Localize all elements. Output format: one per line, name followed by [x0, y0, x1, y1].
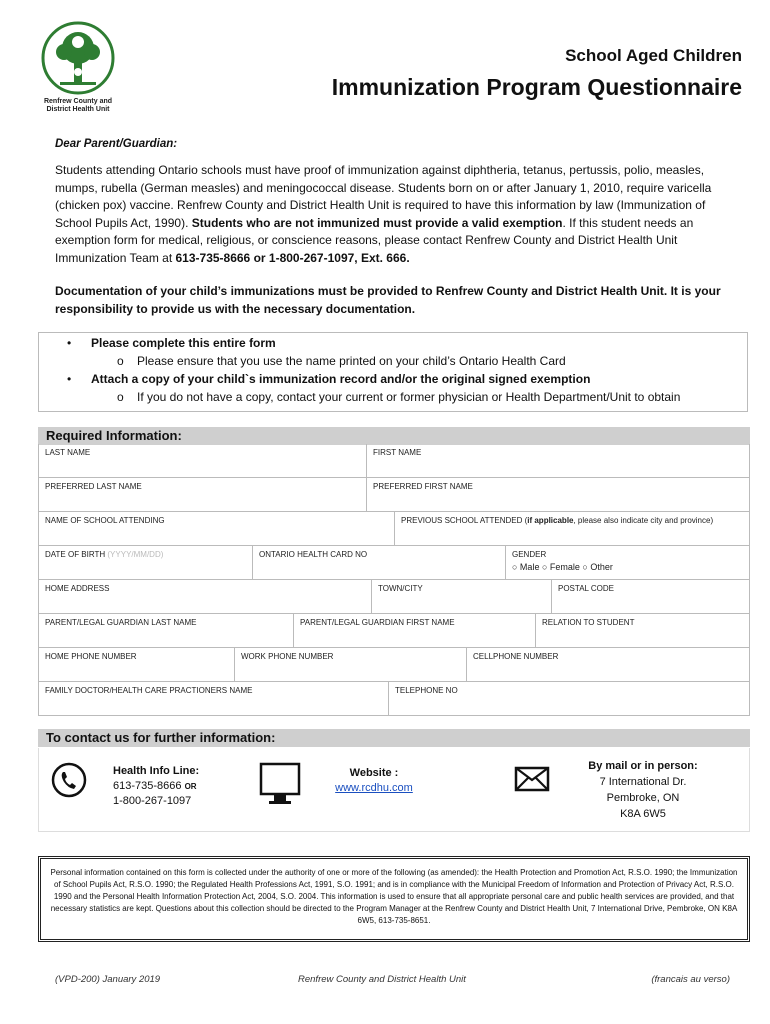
website-label: Website : [349, 767, 399, 779]
intro-text-c: . If this student needs an exemption form for medical, religious, or conscience reasons, please contact Renfrew County and District Health Unit Immunization Team at [55, 215, 694, 265]
form-row [39, 614, 749, 648]
form-row [39, 478, 749, 512]
prev-school-label-end: , please also indicate city and province) [573, 516, 714, 525]
prev-school-label: PREVIOUS SCHOOL ATTENDED ( [401, 516, 528, 525]
tree-logo-icon [40, 20, 116, 96]
telephone-field[interactable] [389, 682, 749, 715]
documentation-paragraph: Documentation of your child’s immunizations must be provided to Renfrew County and District Health Unit. It is your responsibility to provide us with the necessary documentation. [55, 284, 721, 316]
intro-text-bold: Students who are not immunized must provide a valid exemption [191, 215, 563, 230]
preferred-last-label: PREFERRED LAST NAME [45, 482, 142, 491]
first-name-field[interactable] [367, 444, 749, 477]
mail-label: By mail or in person: [588, 760, 698, 772]
preferred-first-label: PREFERRED FIRST NAME [373, 482, 473, 491]
health-card-label: ONTARIO HEALTH CARD NO [259, 550, 368, 559]
last-name-label: LAST NAME [45, 448, 91, 457]
cellphone-label: CELLPHONE NUMBER [473, 652, 559, 661]
guardian-last-name-field[interactable] [39, 614, 294, 647]
relation-field[interactable] [536, 614, 749, 647]
postal-label: POSTAL CODE [558, 584, 615, 593]
form-row [39, 512, 749, 546]
town-label: TOWN/CITY [378, 584, 423, 593]
dob-format-placeholder: (YYYY/MM/DD) [107, 550, 164, 559]
intro-paragraph [55, 162, 745, 268]
preferred-last-name-field[interactable] [39, 478, 367, 511]
privacy-notice: Personal information contained on this form is collected under the authority of one or more of the following (as amended): the Health Protection and Promotion Act, R.S.O. 1990; the Immunization of School Pupils Act, R.S.O. 1990; the Regulated Health Professions Act, 1991, S.O. 1991; and is in compliance with the Municipal Freedom of Information and Protection of Privacy Act, R.S.O. 1990 and the Personal Health Information Protection Act, 2004, S.O. 2004. This information is used to ensure that all appropriate personal care and public health services are provided, and that necessary statistics are kept. Questions about this collection should be directed to the Program Manager at the Renfrew County and District Health Unit, 7 International Drive, Pembroke, ON K8A 6W5, 613-735-8651. [38, 856, 750, 942]
monitor-icon [259, 762, 301, 806]
instruction-2: Attach a copy of your child`s immunization record and/or the original signed exemption [91, 372, 591, 386]
form-row [39, 444, 749, 478]
previous-school-field[interactable] [395, 512, 749, 545]
doctor-label: FAMILY DOCTOR/HEALTH CARE PRACTIONERS NAME [45, 686, 253, 695]
required-info-heading: Required Information: [38, 427, 750, 445]
gender-label: GENDER [512, 550, 547, 559]
guardian-first-name-field[interactable] [294, 614, 536, 647]
phone-or: OR [184, 782, 197, 791]
home-address-field[interactable] [39, 580, 372, 613]
logo [40, 20, 116, 114]
form-row [39, 682, 749, 716]
dob-field[interactable] [39, 546, 253, 579]
contact-box [38, 748, 750, 832]
phone-number-2: 1-800-267-1097 [113, 795, 192, 807]
mail-info [583, 758, 703, 822]
salutation: Dear Parent/Guardian: [55, 138, 178, 150]
telephone-label: TELEPHONE NO [395, 686, 458, 695]
instructions-box [38, 332, 748, 412]
school-field[interactable] [39, 512, 395, 545]
contact-heading: To contact us for further information: [38, 729, 750, 747]
phone-number-1: 613-735-8666 [113, 780, 182, 792]
dob-label: DATE OF BIRTH [45, 550, 106, 559]
footer-form-code: (VPD-200) January 2019 [55, 974, 161, 985]
work-phone-label: WORK PHONE NUMBER [241, 652, 334, 661]
address-line-2: Pembroke, ON [606, 792, 680, 804]
cellphone-field[interactable] [467, 648, 749, 681]
website-info [329, 766, 419, 796]
address-line-1: 7 International Dr. [599, 776, 687, 788]
footer-french-note: (francais au verso) [651, 974, 730, 985]
gender-radio-options[interactable]: ○ Male ○ Female ○ Other [512, 562, 613, 572]
sub-bullet: o [117, 390, 124, 404]
required-info-form [38, 444, 750, 716]
doctor-name-field[interactable] [39, 682, 389, 715]
instruction-2-sub: If you do not have a copy, contact your current or former physician or Health Department/Unit to obtain [137, 390, 681, 404]
school-label: NAME OF SCHOOL ATTENDING [45, 516, 165, 525]
gender-field[interactable] [506, 546, 749, 579]
instruction-1: Please complete this entire form [91, 336, 276, 350]
health-card-field[interactable] [253, 546, 506, 579]
website-link[interactable]: www.rcdhu.com [335, 782, 413, 794]
phone-info [113, 764, 199, 809]
address-line-3: K8A 6W5 [620, 808, 666, 820]
bullet: • [67, 336, 72, 350]
bullet: • [67, 372, 72, 386]
guardian-first-label: PARENT/LEGAL GUARDIAN FIRST NAME [300, 618, 455, 627]
relation-label: RELATION TO STUDENT [542, 618, 635, 627]
address-label: HOME ADDRESS [45, 584, 110, 593]
phone-label: Health Info Line: [113, 765, 200, 777]
instruction-1-sub: Please ensure that you use the name printed on your child’s Ontario Health Card [137, 354, 566, 368]
page-subtitle: School Aged Children [565, 46, 742, 65]
form-row [39, 580, 749, 614]
home-phone-field[interactable] [39, 648, 235, 681]
first-name-label: FIRST NAME [373, 448, 422, 457]
footer-organization: Renfrew County and District Health Unit [298, 974, 466, 985]
page-title: Immunization Program Questionnaire [331, 74, 742, 100]
prev-school-if-applicable: if applicable [527, 516, 574, 525]
envelope-icon [514, 766, 550, 792]
preferred-first-name-field[interactable] [367, 478, 749, 511]
form-row [39, 546, 749, 580]
last-name-field[interactable] [39, 444, 367, 477]
logo-text: Renfrew County and District Health Unit [43, 98, 113, 113]
postal-code-field[interactable] [552, 580, 749, 613]
intro-text-a: Students attending Ontario schools must have proof of immunization against diphtheria, tetanus, pertussis, polio, measles, mumps, rubella (German measles) and meningococcal disease. Students born on or after January 1, 2010, require varicella (chicken pox) vaccine. Renfrew County and District Health Unit is required to have this information by law (Immunization of School Pupils Act, 1990). [55, 163, 712, 230]
town-field[interactable] [372, 580, 552, 613]
sub-bullet: o [117, 354, 124, 368]
intro-phone: 613-735-8666 or 1-800-267-1097, Ext. 666. [175, 250, 410, 265]
form-row [39, 648, 749, 682]
home-phone-label: HOME PHONE NUMBER [45, 652, 137, 661]
guardian-last-label: PARENT/LEGAL GUARDIAN LAST NAME [45, 618, 197, 627]
phone-icon [51, 762, 87, 798]
work-phone-field[interactable] [235, 648, 467, 681]
